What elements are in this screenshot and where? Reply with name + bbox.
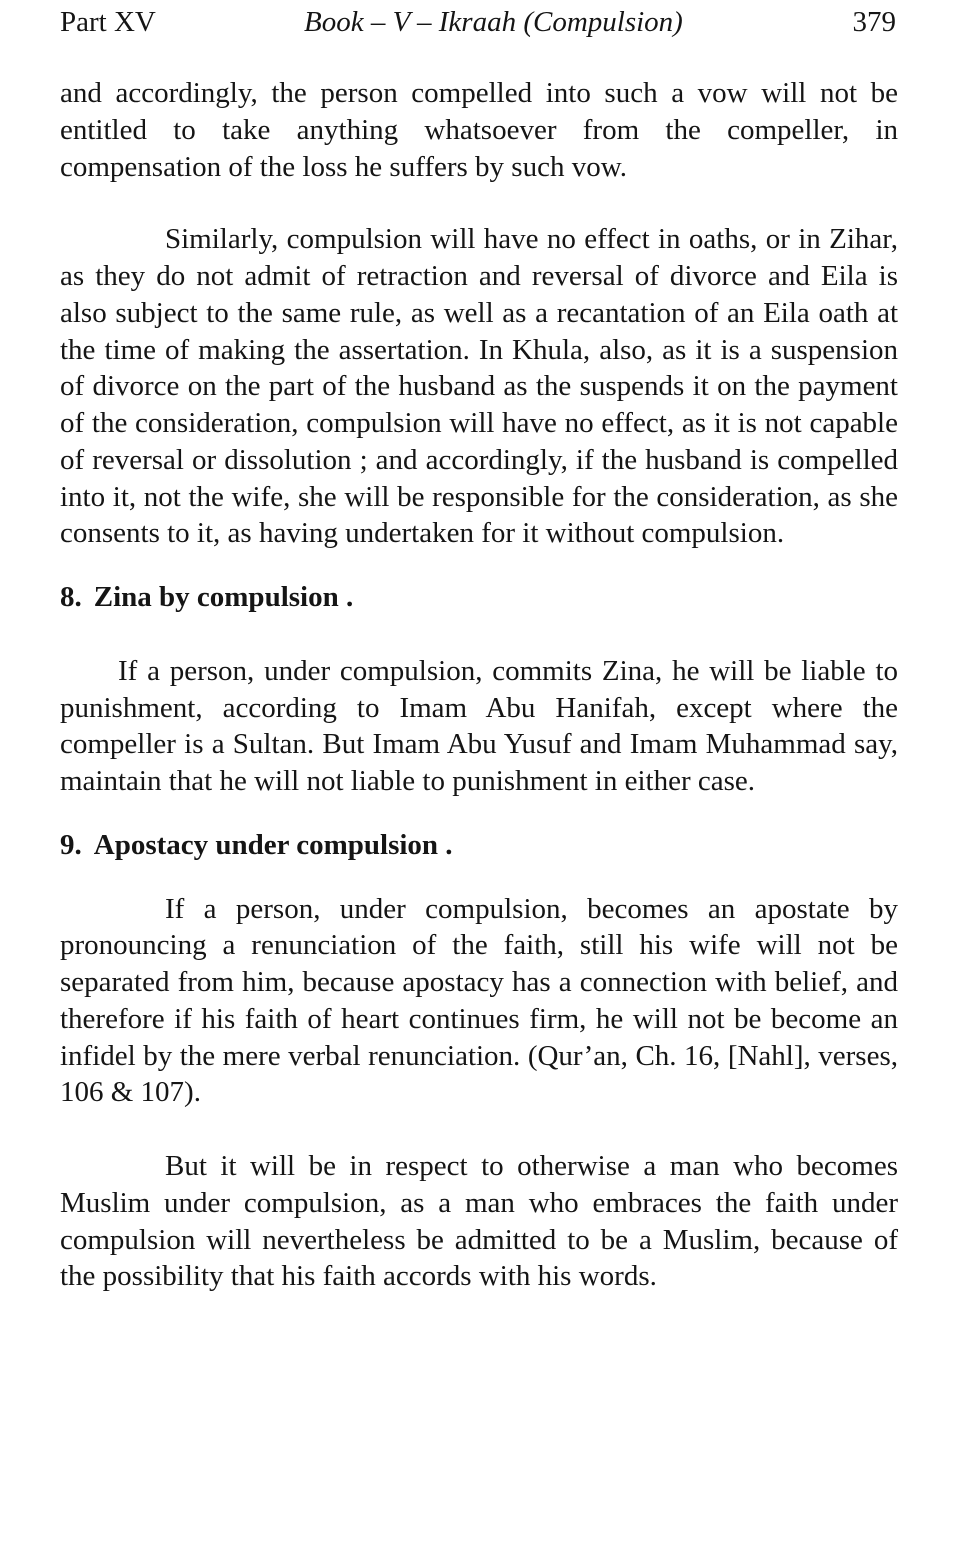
- section-number: 8.: [60, 581, 82, 613]
- header-book-title: Book – V – Ikraah (Compulsion): [304, 6, 683, 38]
- book-page: [60, 0, 898, 1295]
- section-title: Zina by compulsion .: [93, 581, 354, 613]
- header-part: Part XV: [60, 6, 156, 38]
- section-number: 9.: [60, 828, 82, 861]
- page-number: 379: [852, 6, 896, 38]
- paragraph-muslim-compulsion: But it will be in respect to otherwise a man who becomes Muslim under compulsion, as a man who embraces the faith under compulsion will nevertheless be admitted to be a Muslim, because of the possibility that his faith accords with his words.: [60, 1150, 898, 1293]
- paragraph-vow-continuation: and accordingly, the person compelled into such a vow will not be entitled to take anything whatsoever from the compeller, in compensation of the loss he suffers by such vow.: [60, 77, 898, 183]
- section-heading-zina: [60, 579, 898, 616]
- paragraph-zina: If a person, under compulsion, commits Zina, he will be liable to punishment, according to Imam Abu Hanifah, except where the compeller is a Sultan. But Imam Abu Yusuf and Imam Muhammad say, maintain that he will not liable to punishment in either case.: [60, 654, 898, 797]
- paragraph-oaths-zihar: Similarly, compulsion will have no effect in oaths, or in Zihar, as they do not admit of retraction and reversal of divorce and Eila is also subject to the same rule, as well as a recantation of an Eila oath at the time of making the assertation. In Khula, also, as it is a suspension of divorce on the part of the husband as the suspends it on the payment of the consideration, compulsion will have no effect, as it is not capable of reversal or dissolution ; and accordingly, if the husband is compelled into it, not the wife, she will be responsible for the consideration, as she consents to it, as having undertaken for it without compulsion.: [60, 223, 898, 550]
- paragraph-apostacy: If a person, under compulsion, becomes an apostate by pronouncing a renunciation of the faith, still his wife will not be separated from him, because apostacy has a connection with belief, and therefore if his faith of heart continues firm, he will not be become an infidel by the mere verbal renunciation. (Qur’an, Ch. 16, [Nahl], verses, 106 & 107).: [60, 892, 898, 1109]
- section-title: Apostacy under compulsion .: [93, 828, 453, 861]
- running-header: [60, 0, 898, 44]
- section-heading-apostacy: [60, 827, 898, 864]
